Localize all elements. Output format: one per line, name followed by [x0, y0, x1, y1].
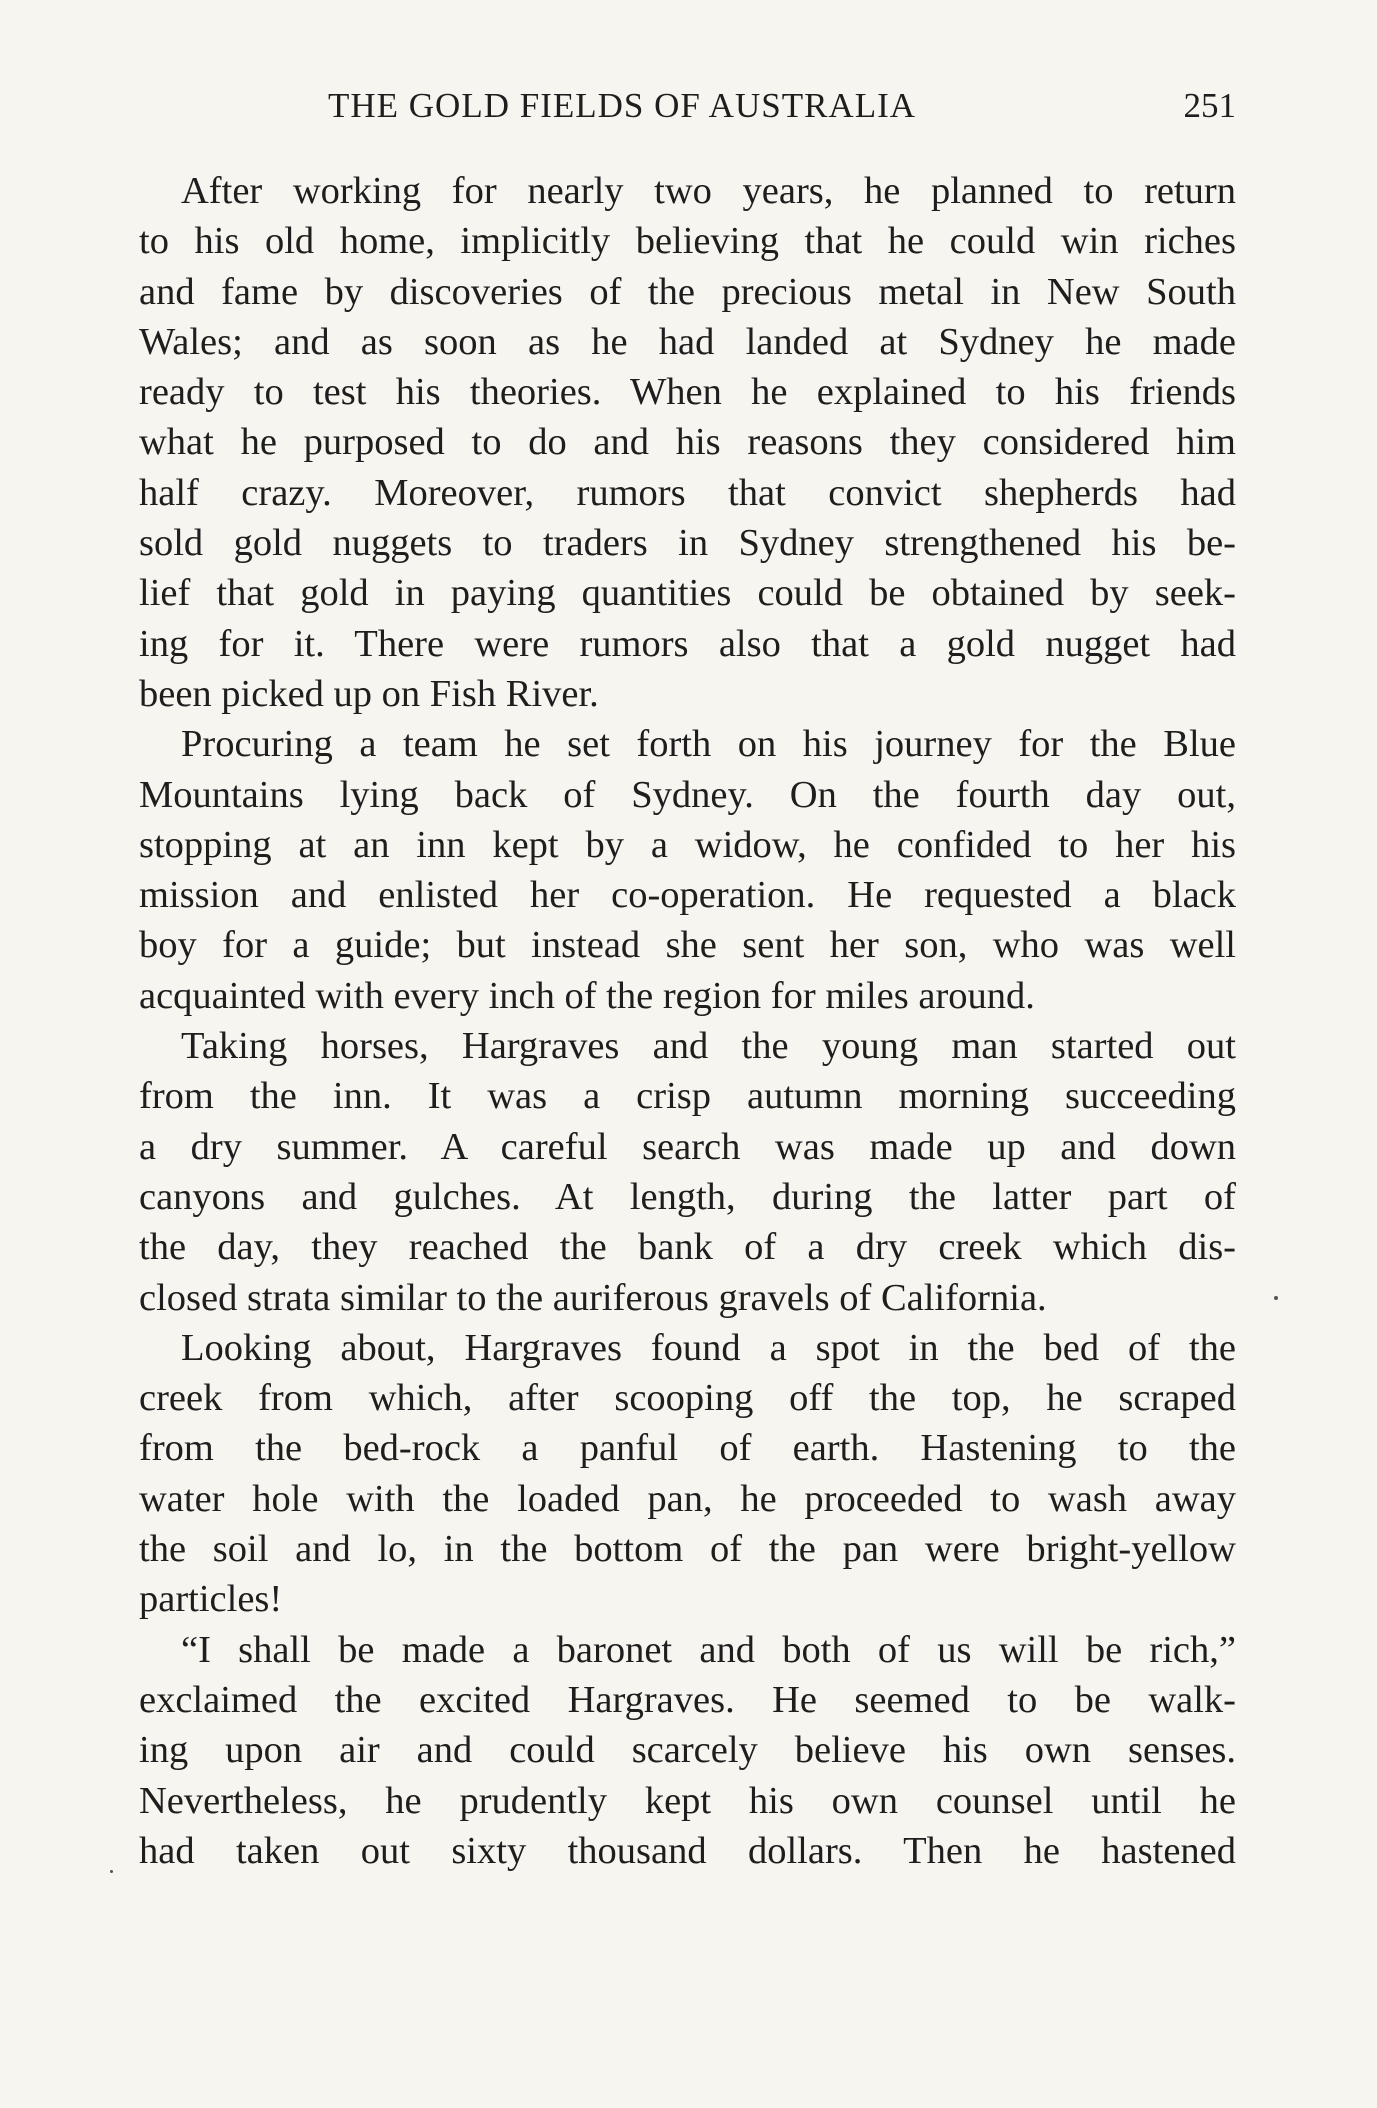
text-line: boy for a guide; but instead she sent her son, who was well [139, 924, 1236, 967]
text-line: half crazy. Moreover, rumors that convict shepherds had [139, 471, 1236, 514]
text-line: Mountains lying back of Sydney. On the fourth day out, [139, 773, 1236, 816]
text-line: and fame by discoveries of the precious metal in New South [139, 270, 1236, 313]
text-line: from the bed-rock a panful of earth. Hastening to the [139, 1427, 1236, 1470]
text-line: to his old home, implicitly believing that he could win riches [139, 220, 1236, 263]
text-line: what he purposed to do and his reasons they considered him [139, 421, 1236, 464]
text-line: a dry summer. A careful search was made up and down [139, 1125, 1236, 1168]
text-line: sold gold nuggets to traders in Sydney strengthened his be- [139, 522, 1236, 565]
paragraph [139, 1021, 1236, 1323]
ink-speck [1274, 1296, 1278, 1300]
text-line: creek from which, after scooping off the top, he scraped [139, 1377, 1236, 1420]
text-line: been picked up on Fish River. [139, 672, 599, 715]
text-line: Nevertheless, he prudently kept his own counsel until he [139, 1779, 1236, 1822]
text-line: canyons and gulches. At length, during the latter part of [139, 1175, 1236, 1218]
paragraph [139, 166, 1236, 719]
text-line: lief that gold in paying quantities could be obtained by seek- [139, 572, 1236, 615]
text-line: stopping at an inn kept by a widow, he confided to her his [139, 823, 1236, 866]
text-line: mission and enlisted her co-operation. He requested a black [139, 874, 1236, 917]
text-line: water hole with the loaded pan, he proceeded to wash away [139, 1477, 1236, 1520]
text-line: “I shall be made a baronet and both of us will be rich,” [181, 1628, 1236, 1671]
body-text [139, 166, 1236, 1876]
paragraph [139, 719, 1236, 1021]
text-line: closed strata similar to the auriferous gravels of California. [139, 1276, 1047, 1319]
text-line: Taking horses, Hargraves and the young man started out [181, 1025, 1236, 1068]
text-line: the soil and lo, in the bottom of the pan were bright-yellow [139, 1528, 1236, 1571]
page-number: 251 [1183, 86, 1236, 125]
text-line: After working for nearly two years, he planned to return [181, 170, 1236, 212]
running-header [139, 86, 1236, 136]
text-line: Looking about, Hargraves found a spot in the bed of the [181, 1326, 1236, 1369]
text-line: particles! [139, 1578, 283, 1621]
text-line: Procuring a team he set forth on his journey for the Blue [181, 723, 1236, 766]
text-line: from the inn. It was a crisp autumn morning succeeding [139, 1075, 1236, 1118]
text-line: had taken out sixty thousand dollars. Then he hastened [139, 1829, 1236, 1872]
text-line: the day, they reached the bank of a dry creek which dis- [139, 1226, 1236, 1269]
text-line: ing upon air and could scarcely believe his own senses. [139, 1729, 1236, 1772]
text-line: exclaimed the excited Hargraves. He seemed to be walk- [139, 1678, 1236, 1721]
paragraph [139, 1323, 1236, 1625]
text-line: ready to test his theories. When he explained to his friends [139, 371, 1236, 414]
paragraph [139, 1625, 1236, 1876]
ink-speck [110, 1870, 113, 1873]
text-line: acquainted with every inch of the region for miles around. [139, 974, 1035, 1017]
text-line: ing for it. There were rumors also that a gold nugget had [139, 622, 1236, 665]
running-title: THE GOLD FIELDS OF AUSTRALIA [328, 86, 916, 125]
text-line: Wales; and as soon as he had landed at Sydney he made [139, 320, 1236, 363]
